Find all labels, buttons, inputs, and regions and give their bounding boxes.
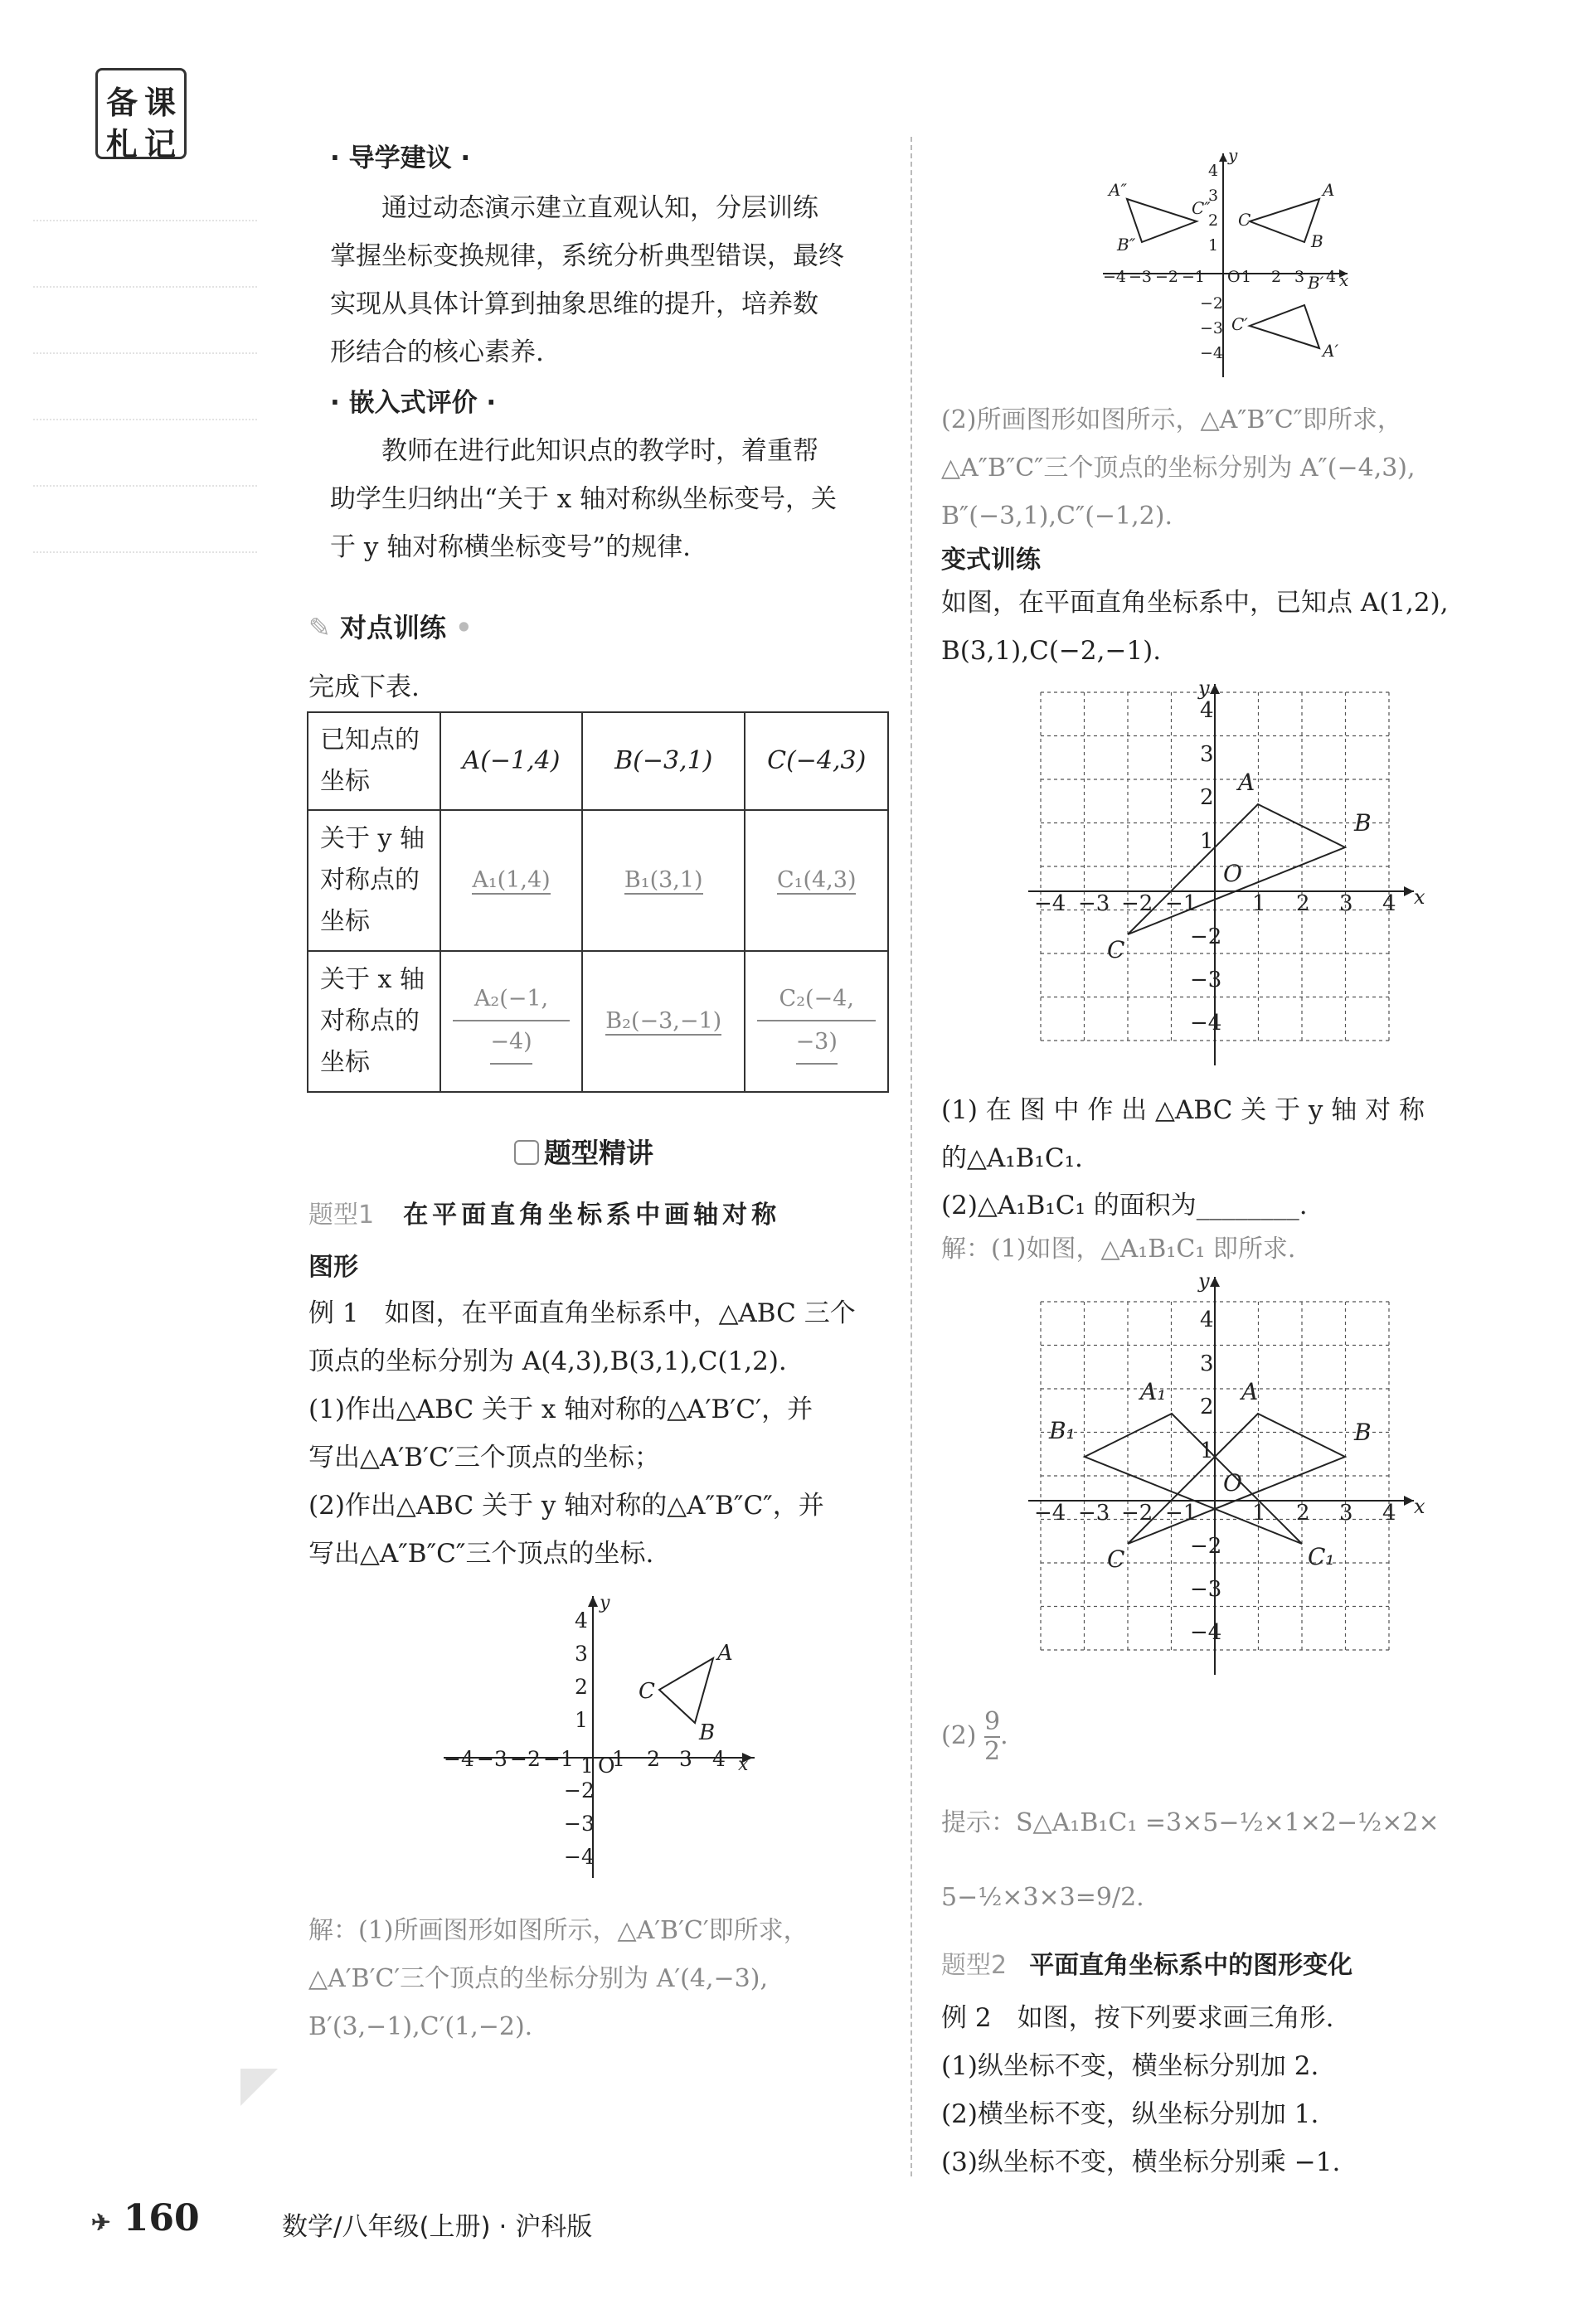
arrow-icon	[588, 1596, 598, 1607]
axis-label: y	[1198, 680, 1210, 700]
tick-label: −4	[1034, 891, 1066, 916]
solution-continued	[941, 396, 1538, 541]
point-label: A₁	[1140, 1378, 1167, 1405]
tick-label: −2	[1190, 924, 1222, 949]
type-badge: 题型2	[941, 1951, 1008, 1980]
question-line: (1) 在 图 中 作 出 △ABC 关 于 y 轴 对 称	[941, 1095, 1425, 1125]
practice-title	[308, 607, 473, 645]
table-row	[308, 712, 888, 810]
table-cell: C(−4,3)	[745, 712, 888, 810]
answer-text: −3)	[796, 1021, 838, 1065]
solution-line: (2)所画图形如图所示，△A″B″C″即所求，	[941, 405, 1402, 434]
point-label: B′	[1308, 273, 1324, 293]
point-label: B	[1354, 1419, 1372, 1446]
point-label: A	[1323, 180, 1335, 200]
fraction	[984, 1708, 1000, 1766]
hint-line: 提示：S△A₁B₁C₁ =3×5−½×1×2−½×2×	[941, 1808, 1440, 1837]
section-title	[514, 1132, 653, 1171]
hint-line: 5−½×3×3=9/2.	[941, 1883, 1144, 1912]
example-line: 例 2 如图，按下列要求画三角形.	[941, 2003, 1334, 2033]
point-label: A	[1238, 769, 1255, 796]
tick-label: 4	[1208, 162, 1219, 180]
guide-line: 形结合的核心素养.	[330, 337, 544, 367]
example1-graph	[435, 1592, 759, 1882]
arrow-icon	[1210, 684, 1220, 694]
practice-instruction: 完成下表.	[308, 672, 420, 702]
footer-subject: 数学/八年级(上册) · 沪科版	[282, 2212, 593, 2242]
coordinate-table	[307, 711, 889, 1093]
arrow-icon	[1210, 1277, 1220, 1287]
tick-label: −2	[1155, 268, 1179, 286]
tick-label: 1	[575, 1708, 588, 1732]
answer-text: A₁(1,4)	[472, 867, 551, 893]
table-header-cell	[308, 712, 440, 810]
evaluation-line: 教师在进行此知识点的教学时，着重帮	[381, 436, 818, 466]
note-line	[33, 551, 257, 553]
cell-line: 对称点的	[320, 1007, 420, 1036]
tick-label: 3	[679, 1747, 692, 1771]
guide-line: 通过动态演示建立直观认知，分层训练	[381, 193, 818, 223]
cell-line: 坐标	[320, 907, 370, 936]
guide-title: · 导学建议 ·	[330, 143, 471, 173]
answer-text: B₁(3,1)	[624, 867, 703, 893]
note-line	[33, 352, 257, 354]
table-row	[308, 810, 888, 951]
tick-label: 4	[1200, 698, 1214, 723]
cell-line: 关于 x 轴	[320, 965, 425, 994]
point-label: C	[1107, 1545, 1125, 1573]
corner-decoration	[240, 2069, 278, 2106]
tick-label: −3	[1129, 268, 1153, 286]
tick-label: 2	[1296, 1501, 1310, 1526]
answer-text: A₂(−1,	[453, 978, 570, 1021]
arrow-icon	[1219, 153, 1227, 162]
table-row	[308, 951, 888, 1092]
tick-label: −4	[1200, 344, 1224, 362]
axis-label: x	[1414, 885, 1425, 909]
point-label: C	[1238, 210, 1251, 230]
example-line: (1)纵坐标不变，横坐标分别加 2.	[941, 2051, 1319, 2081]
type-title: 图形	[308, 1253, 358, 1282]
tick-label: 1	[580, 1754, 594, 1778]
note-char: 记	[144, 126, 177, 163]
cell-line: 已知点的	[320, 725, 420, 754]
tick-label: 3	[575, 1642, 588, 1666]
type1-heading	[308, 1194, 897, 1230]
tick-label: 1	[1200, 1439, 1214, 1463]
axis-label: y	[600, 1593, 610, 1613]
guide-line: 掌握坐标变换规律，系统分析典型错误，最终	[330, 241, 844, 271]
tick-label: −1	[543, 1747, 574, 1771]
solution-line: △A″B″C″三个顶点的坐标分别为 A″(−4,3),	[941, 454, 1416, 483]
tick-label: −3	[1190, 1577, 1222, 1602]
footer-icon: ✈	[91, 2209, 111, 2236]
point-label: C₁	[1308, 1543, 1335, 1570]
section-title-text: 题型精讲	[544, 1137, 653, 1169]
axis-label: x	[738, 1754, 749, 1775]
tick-label: −3	[1190, 968, 1222, 992]
tick-label: −2	[1121, 1501, 1153, 1526]
example-line: 写出△A′B′C′三个顶点的坐标；	[308, 1443, 660, 1473]
evaluation-title: · 嵌入式评价 ·	[330, 388, 497, 418]
point-label: C′	[1231, 314, 1248, 334]
point-label: C	[639, 1679, 655, 1704]
evaluation-text	[330, 427, 894, 571]
answer-text: B₂(−3,−1)	[605, 1008, 722, 1034]
example-line: 例 1 如图，在平面直角坐标系中，△ABC 三个	[308, 1298, 856, 1328]
table-answer-cell	[440, 810, 582, 951]
point-label: A″	[1109, 180, 1127, 200]
tick-label: 3	[1200, 1351, 1214, 1376]
tick-label: 3	[1200, 742, 1214, 767]
variant-solution: 解：(1)如图，△A₁B₁C₁ 即所求.	[941, 1235, 1296, 1264]
table-answer-cell	[582, 951, 745, 1092]
area-answer: (2) $\frac{9}{2}$ .	[941, 1707, 1008, 1766]
table-answer-cell	[745, 810, 888, 951]
note-line	[33, 419, 257, 420]
variant-grid-graph	[1024, 680, 1439, 1070]
tick-label: 3	[1339, 1501, 1353, 1526]
tick-label: 1	[1252, 1501, 1266, 1526]
tick-label: 1	[1241, 268, 1252, 286]
pencil-icon: ✎	[308, 612, 331, 643]
type-title: 平面直角坐标系中的图形变化	[1029, 1951, 1353, 1980]
tick-label: 1	[1252, 891, 1266, 916]
triangle-a1b1c1	[1250, 305, 1319, 348]
tick-label: 1	[1208, 236, 1219, 255]
example1-text	[308, 1289, 897, 1578]
example2-text	[941, 1994, 1538, 2186]
solution-line: B″(−3,1),C″(−1,2).	[941, 502, 1173, 531]
solution-line: B′(3,−1),C′(1,−2).	[308, 2012, 533, 2041]
axis-label: y	[1228, 149, 1238, 165]
cell-line: 坐标	[320, 767, 370, 796]
axis-label: x	[1339, 270, 1349, 290]
tick-label: −3	[1078, 891, 1110, 916]
solution-graph	[1099, 149, 1356, 381]
tick-label: −2	[1190, 1534, 1222, 1559]
point-label: C	[1107, 936, 1125, 963]
origin-label: O	[1223, 1469, 1242, 1497]
tick-label: −4	[444, 1747, 474, 1771]
tick-label: −3	[477, 1747, 507, 1771]
tick-label: 3	[1339, 891, 1353, 916]
evaluation-line: 助学生归纳出“关于 x 轴对称纵坐标变号，关	[330, 484, 838, 514]
answer-text: C₁(4,3)	[776, 867, 857, 893]
tick-label: −4	[1034, 1501, 1066, 1526]
point-label: A	[1241, 1378, 1259, 1405]
tick-label: 4	[1200, 1308, 1214, 1332]
note-line	[33, 220, 257, 221]
triangle-abc	[1250, 199, 1319, 242]
variant-title: 变式训练	[941, 546, 1041, 575]
tick-label: 2	[647, 1747, 660, 1771]
table-cell: B(−3,1)	[582, 712, 745, 810]
triangle-abc	[659, 1658, 713, 1723]
cell-line: 坐标	[320, 1048, 370, 1077]
type2-heading	[941, 1944, 1555, 1981]
tick-label: 4	[712, 1747, 726, 1771]
tick-label: 4	[575, 1608, 588, 1633]
arrow-icon	[1404, 1496, 1414, 1506]
tick-label: 4	[1382, 891, 1396, 916]
table-answer-cell	[440, 951, 582, 1092]
variant-solution-graph	[1024, 1273, 1439, 1679]
note-char: 课	[144, 85, 177, 121]
example-line: (2)横坐标不变，纵坐标分别加 1.	[941, 2099, 1319, 2129]
tick-label: −3	[1200, 319, 1224, 337]
solution-line: 解：(1)所画图形如图所示，△A′B′C′即所求，	[308, 1916, 809, 1945]
example-line: 写出△A″B″C″三个顶点的坐标.	[308, 1539, 654, 1569]
note-line	[33, 286, 257, 288]
point-label: B	[1311, 231, 1323, 251]
variant-line: B(3,1),C(−2,−1).	[941, 636, 1162, 666]
table-answer-cell	[582, 810, 745, 951]
tick-label: −1	[1182, 268, 1206, 286]
tick-label: 4	[1326, 268, 1337, 286]
tick-label: −2	[564, 1778, 595, 1802]
point-label: A′	[1323, 341, 1338, 361]
tick-label: −2	[1121, 891, 1153, 916]
tick-label: −2	[510, 1747, 541, 1771]
table-header-cell	[308, 951, 440, 1092]
point-label: B₁	[1049, 1417, 1076, 1444]
table-cell: A(−1,4)	[440, 712, 582, 810]
variant-text	[941, 579, 1538, 675]
tick-label: −1	[1165, 1501, 1197, 1526]
tick-label: 2	[1200, 785, 1214, 810]
tick-label: O	[598, 1754, 615, 1778]
example1-solution	[308, 1907, 897, 2051]
tick-label: 3	[1294, 268, 1305, 286]
example-line: (2)作出△ABC 关于 y 轴对称的△A″B″C″，并	[308, 1491, 824, 1521]
example-line: (1)作出△ABC 关于 x 轴对称的△A′B′C′，并	[308, 1395, 813, 1424]
triangle-a2b2c2	[1127, 199, 1197, 242]
practice-title-text: 对点训练	[339, 612, 446, 643]
fraction-numerator: 9	[984, 1707, 1001, 1736]
tick-label: 1	[612, 1747, 625, 1771]
origin-label: O	[1223, 860, 1242, 887]
tick-label: −3	[564, 1812, 595, 1836]
tick-label: 2	[1296, 891, 1310, 916]
column-divider	[911, 137, 912, 2176]
tick-label: 1	[1200, 829, 1214, 854]
note-line	[33, 485, 257, 487]
tick-label: −4	[1103, 268, 1127, 286]
tick-label: −3	[1078, 1501, 1110, 1526]
tick-label: −4	[1190, 1011, 1222, 1036]
dots-icon: •	[455, 612, 473, 643]
tick-label: 2	[1271, 268, 1282, 286]
tick-label: 3	[1208, 187, 1219, 205]
example-line: 顶点的坐标分别为 A(4,3),B(3,1),C(1,2).	[308, 1346, 787, 1376]
variant-line: 如图，在平面直角坐标系中，已知点 A(1,2),	[941, 588, 1449, 618]
tick-label: −4	[564, 1845, 595, 1869]
tick-label: −4	[1190, 1620, 1222, 1645]
type-title: 在平面直角坐标系中画轴对称	[403, 1201, 781, 1230]
table-header-cell	[308, 810, 440, 951]
note-char: 备	[106, 85, 138, 121]
page-number: 160	[123, 2197, 200, 2239]
table-answer-cell	[745, 951, 888, 1092]
point-label: A	[717, 1641, 733, 1666]
point-label: B″	[1117, 235, 1136, 255]
tick-label: 2	[1200, 1395, 1214, 1419]
footer-page	[91, 2197, 200, 2239]
point-label: C″	[1192, 198, 1211, 218]
tick-label: 4	[1382, 1501, 1396, 1526]
question-line: 的△A₁B₁C₁.	[941, 1143, 1083, 1173]
answer-text: −4)	[490, 1021, 532, 1065]
variant-question-2: (2)△A₁B₁C₁ 的面积为________.	[941, 1191, 1308, 1220]
fraction-denominator: 2	[984, 1737, 1001, 1766]
cell-line: 关于 y 轴	[320, 824, 425, 853]
tick-label: O	[1227, 268, 1241, 286]
point-label: B	[1354, 809, 1372, 837]
example-line: (3)纵坐标不变，横坐标分别乘 −1.	[941, 2147, 1341, 2177]
tick-label: −2	[1200, 294, 1224, 313]
guide-text	[330, 184, 894, 376]
note-char: 札	[106, 126, 138, 163]
axis-label: x	[1414, 1495, 1425, 1518]
tick-label: −1	[1165, 891, 1197, 916]
type-badge: 题型1	[308, 1201, 375, 1230]
guide-line: 实现从具体计算到抽象思维的提升，培养数	[330, 289, 818, 319]
point-label: B	[699, 1720, 716, 1745]
tick-label: 2	[575, 1675, 588, 1699]
book-icon	[514, 1140, 539, 1165]
variant-question-1	[941, 1086, 1538, 1182]
evaluation-line: 于 y 轴对称横坐标变号”的规律.	[330, 532, 691, 562]
axis-label: y	[1198, 1273, 1210, 1293]
cell-line: 对称点的	[320, 866, 420, 895]
answer-text: C₂(−4,	[757, 978, 876, 1021]
arrow-icon	[1404, 886, 1414, 896]
tick-label: 2	[1208, 211, 1219, 230]
note-box	[95, 68, 187, 163]
solution-line: △A′B′C′三个顶点的坐标分别为 A′(4,−3),	[308, 1964, 768, 1993]
answer-prefix: (2)	[941, 1721, 977, 1750]
